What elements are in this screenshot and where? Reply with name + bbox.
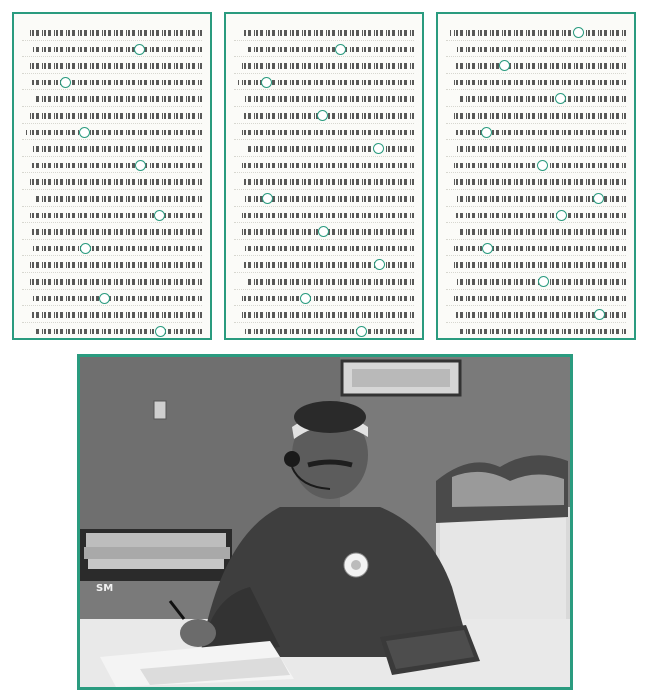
script-line [234, 290, 414, 307]
script-line [446, 90, 626, 107]
verse-number-marker [60, 77, 71, 88]
script-line [22, 90, 202, 107]
script-line [446, 207, 626, 224]
script-line [234, 306, 414, 323]
verse-number-marker [374, 259, 385, 270]
script-line [22, 57, 202, 74]
verse-number-marker [335, 44, 346, 55]
script-line [234, 207, 414, 224]
script-line [234, 24, 414, 41]
script-line [234, 223, 414, 240]
verse-number-marker [594, 309, 605, 320]
script-line [446, 107, 626, 124]
script-line [234, 240, 414, 257]
verse-number-marker [537, 160, 548, 171]
script-line [446, 190, 626, 207]
script-line [446, 256, 626, 273]
script-line [234, 90, 414, 107]
script-line [22, 240, 202, 257]
script-line [22, 256, 202, 273]
verse-number-marker [155, 326, 166, 337]
script-line [446, 323, 626, 340]
script-line [22, 273, 202, 290]
script-line [446, 306, 626, 323]
verse-number-marker [261, 77, 272, 88]
script-line [22, 74, 202, 91]
reciter-photograph [77, 354, 573, 690]
script-line [446, 124, 626, 141]
script-line [22, 124, 202, 141]
script-line [446, 74, 626, 91]
headset-earpiece [284, 451, 300, 467]
script-line [234, 107, 414, 124]
verse-number-marker [482, 243, 493, 254]
verse-number-marker [373, 143, 384, 154]
script-line [446, 140, 626, 157]
verse-number-marker [99, 293, 110, 304]
verse-number-marker [262, 193, 273, 204]
verse-number-marker [317, 110, 328, 121]
script-line [22, 41, 202, 58]
writing-hand [180, 619, 216, 647]
script-line [446, 290, 626, 307]
verse-number-marker [79, 127, 90, 138]
script-line [22, 207, 202, 224]
verse-number-marker [499, 60, 510, 71]
script-line [22, 190, 202, 207]
verse-number-marker [135, 160, 146, 171]
script-line [22, 223, 202, 240]
script-line [22, 306, 202, 323]
script-line [446, 41, 626, 58]
quran-page-left [436, 12, 636, 340]
script-line [446, 339, 626, 340]
script-line [234, 273, 414, 290]
quran-page-right [12, 12, 212, 340]
verse-number-marker [80, 243, 91, 254]
script-line [234, 74, 414, 91]
script-line [234, 157, 414, 174]
verse-number-marker [300, 293, 311, 304]
verse-number-marker [573, 27, 584, 38]
verse-number-marker [154, 210, 165, 221]
script-line [234, 339, 414, 340]
script-line [446, 24, 626, 41]
script-line [234, 57, 414, 74]
wall-label: SM [96, 583, 114, 594]
script-line [234, 323, 414, 340]
verse-number-marker [318, 226, 329, 237]
verse-number-marker [134, 44, 145, 55]
script-line [446, 173, 626, 190]
verse-number-marker [481, 127, 492, 138]
verse-number-marker [556, 210, 567, 221]
verse-number-marker [593, 193, 604, 204]
script-line [22, 323, 202, 340]
script-line [234, 124, 414, 141]
script-line [234, 173, 414, 190]
quran-page-middle [224, 12, 424, 340]
script-line [446, 157, 626, 174]
script-line [22, 107, 202, 124]
script-line [234, 256, 414, 273]
verse-number-marker [538, 276, 549, 287]
script-line [22, 290, 202, 307]
script-line [234, 190, 414, 207]
script-line [22, 157, 202, 174]
script-line [22, 140, 202, 157]
script-line [234, 41, 414, 58]
script-line [22, 339, 202, 340]
script-line [234, 140, 414, 157]
script-line [22, 173, 202, 190]
verse-number-marker [356, 326, 367, 337]
script-line [446, 240, 626, 257]
script-line [446, 223, 626, 240]
script-line [446, 57, 626, 74]
script-line [446, 273, 626, 290]
light-switch [154, 401, 166, 419]
script-line [22, 24, 202, 41]
verse-number-marker [555, 93, 566, 104]
